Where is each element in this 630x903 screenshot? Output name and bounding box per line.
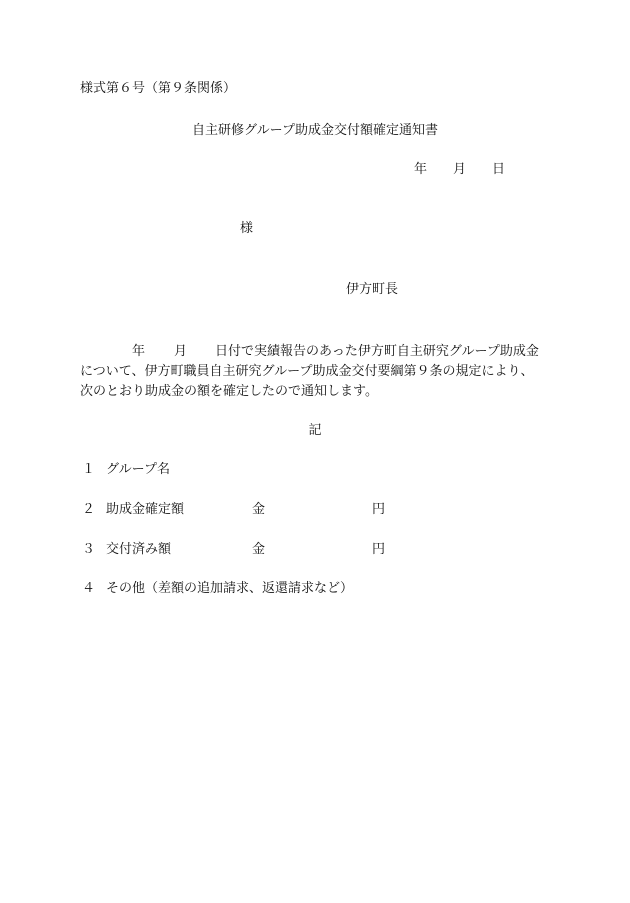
issuer-name: 伊方町長 [346,282,399,297]
item-number: １ [82,462,96,477]
list-item [82,463,170,476]
list-item [82,503,385,516]
body-year-label: 年 [132,344,146,359]
item-kin-label: 金 [252,502,266,517]
item-label: 助成金確定額 [106,502,185,517]
body-line-1-rest: 日付で実績報告のあった伊方町自主研究グループ助成金 [215,344,539,359]
body-line-3: 次のとおり助成金の額を確定したので通知します。 [80,384,378,399]
item-label: 交付済み額 [106,542,172,557]
body-paragraph [80,342,560,402]
list-item [82,582,353,595]
ki-heading: 記 [308,423,322,438]
body-line-1 [80,342,560,362]
item-number: ３ [82,542,96,557]
document-title: 自主研修グループ助成金交付額確定通知書 [192,123,438,138]
date-month-label: 月 [453,162,467,177]
item-yen-label: 円 [372,502,386,517]
item-yen-label: 円 [372,542,386,557]
body-month-label: 月 [174,344,188,359]
addressee-suffix: 様 [240,221,254,236]
item-label: その他（差額の追加請求、返還請求など） [106,581,354,596]
body-line-2: について、伊方町職員自主研究グループ助成金交付要綱第９条の規定により、 [80,364,534,379]
date-line [414,163,505,176]
item-number: ４ [82,581,96,596]
item-kin-label: 金 [252,542,266,557]
form-number: 様式第６号（第９条関係） [80,81,237,96]
list-item [82,543,385,556]
date-day-label: 日 [492,162,506,177]
item-label: グループ名 [106,462,170,477]
date-year-label: 年 [414,162,428,177]
item-number: ２ [82,502,96,517]
